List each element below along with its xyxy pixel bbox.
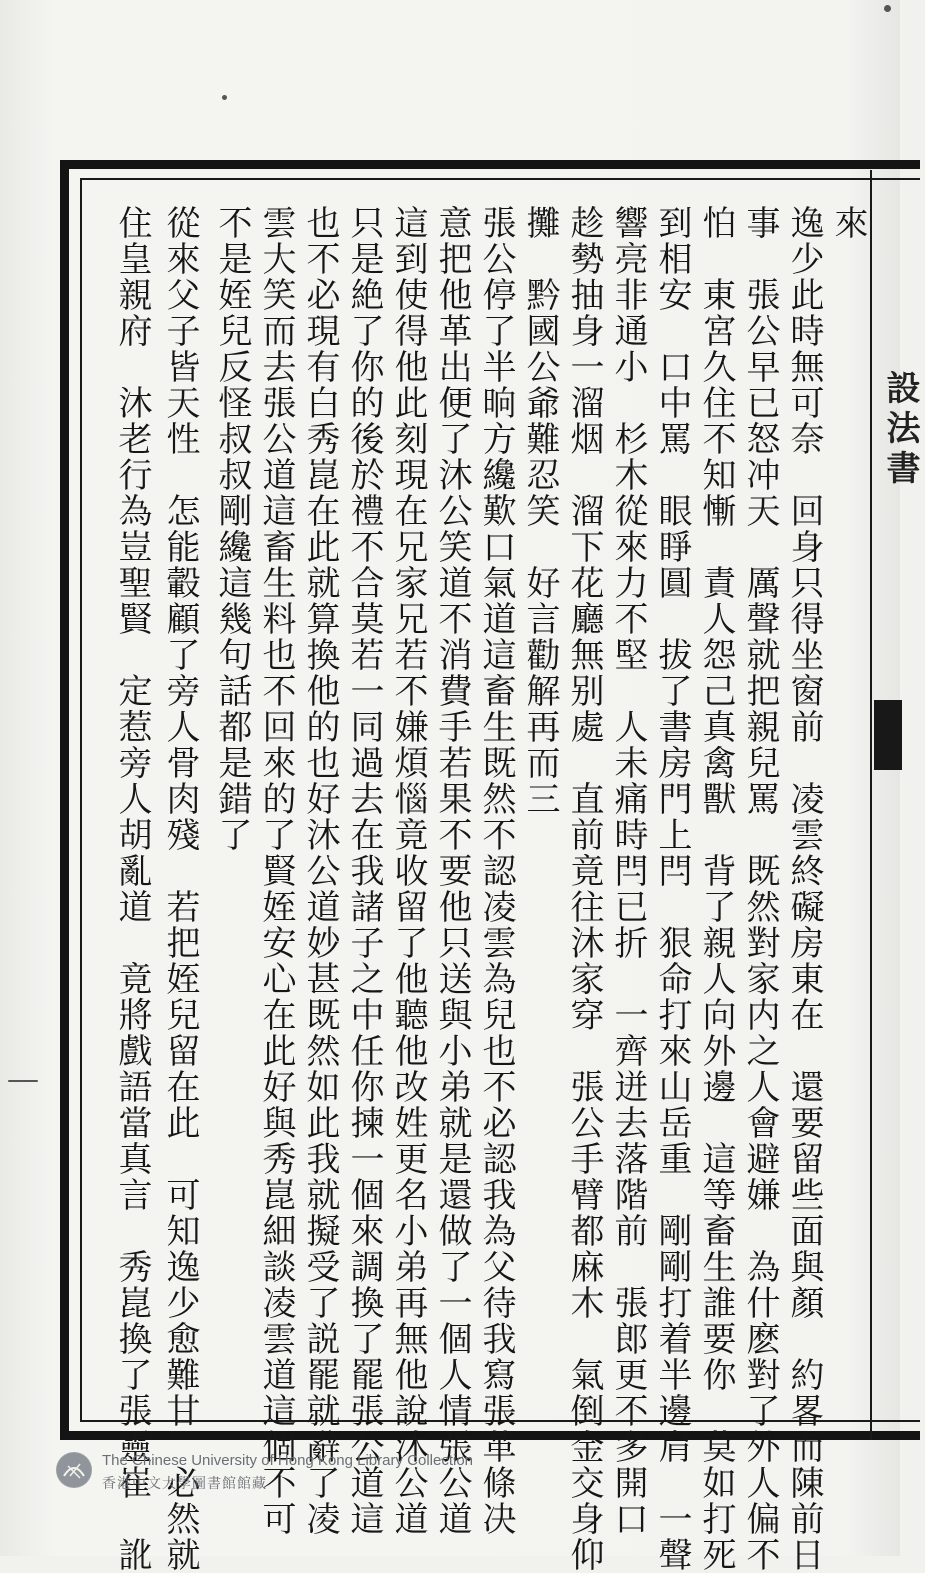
text-column: 到相安 口中罵 眼睜圓 拔了書房門上閂 狠命打來山岳重 剛剛打着半邊肩 一聲 bbox=[652, 205, 692, 1573]
text-column: 攤 黔國公爺難忍笑 好言勸解再而三 bbox=[520, 205, 560, 817]
text-column: 響亮非通小 杉木從來力不堅 人未痛時閂已折 一齊迸去落階前 張郎更不多開口 bbox=[608, 205, 648, 1537]
cuhk-library-seal-icon bbox=[56, 1452, 92, 1488]
book-margin-strip bbox=[870, 170, 920, 1440]
fishtail-mark bbox=[874, 700, 902, 770]
text-column: 住皇親府 沐老行為豈聖賢 定惹旁人胡亂道 竟將戲語當真言 秀崑換了張靈崔 訛 bbox=[112, 205, 152, 1573]
text-column: 張公停了半晌方纔歎口氣道這畜生既然不認凌雲為兒也不必認我為父待我寫張革條决 bbox=[476, 205, 516, 1537]
text-column: 來 bbox=[828, 205, 868, 241]
text-column: 這到使得他此刻現在兄家兄若不嫌煩惱竟收留了他聽他改姓更名小弟再無他說沐公道 bbox=[388, 205, 428, 1537]
paper-speck bbox=[222, 95, 227, 100]
library-collection-caption-zh: 香港中文大學圖書館館藏 bbox=[102, 1476, 267, 1492]
text-column: 也不必現有白秀崑在此就算換他的也好沐公道妙甚既然如此我就擬受了説罷就辭了凌 bbox=[300, 205, 340, 1537]
margin-title: 設法書 bbox=[880, 370, 920, 490]
text-column: 只是絶了你的後於禮不合莫若一同過去在我諸子之中任你揀一個來調換了罷張公道這 bbox=[344, 205, 384, 1537]
text-column: 不是姪兒反怪叔叔剛纔這幾句話都是錯了 bbox=[212, 205, 252, 853]
paper-speck bbox=[8, 1080, 38, 1082]
text-column: 從來父子皆天性 怎能轂顧了旁人骨肉殘 若把姪兒留在此 可知逸少愈難甘 必然就 bbox=[160, 205, 200, 1573]
text-column: 事 張公早已怒冲天 厲聲就把親兒罵 既然對家内之人會避嫌 為什麽對了外人偏不 bbox=[740, 205, 780, 1573]
text-column: 趁勢抽身一溜烟 溜下花廳無别處 直前竟往沐家穿 張公手臂都麻木 氣倒金交身仰 bbox=[564, 205, 604, 1573]
text-column: 雲大笑而去張公道這畜生料也不回來的了賢姪安心在此好與秀崑細談凌雲道這個不可 bbox=[256, 205, 296, 1537]
paper-speck bbox=[884, 5, 891, 12]
library-collection-caption-en: The Chinese University of Hong Kong Library Collection bbox=[102, 1452, 474, 1469]
text-column: 意把他革出便了沐公笑道不消費手若果不要他只送與小弟就是還做了一個人情張公道 bbox=[432, 205, 472, 1537]
text-column: 怕 東宮久住不知慚 責人怨己真禽獸 背了親人向外邊 這等畜生誰要你 莫如打死 bbox=[696, 205, 736, 1573]
text-column: 逸少此時無可奈 回身只得坐窗前 凌雲終礙房東在 還要留些面與顏 約畧而陳前日 bbox=[784, 205, 824, 1573]
